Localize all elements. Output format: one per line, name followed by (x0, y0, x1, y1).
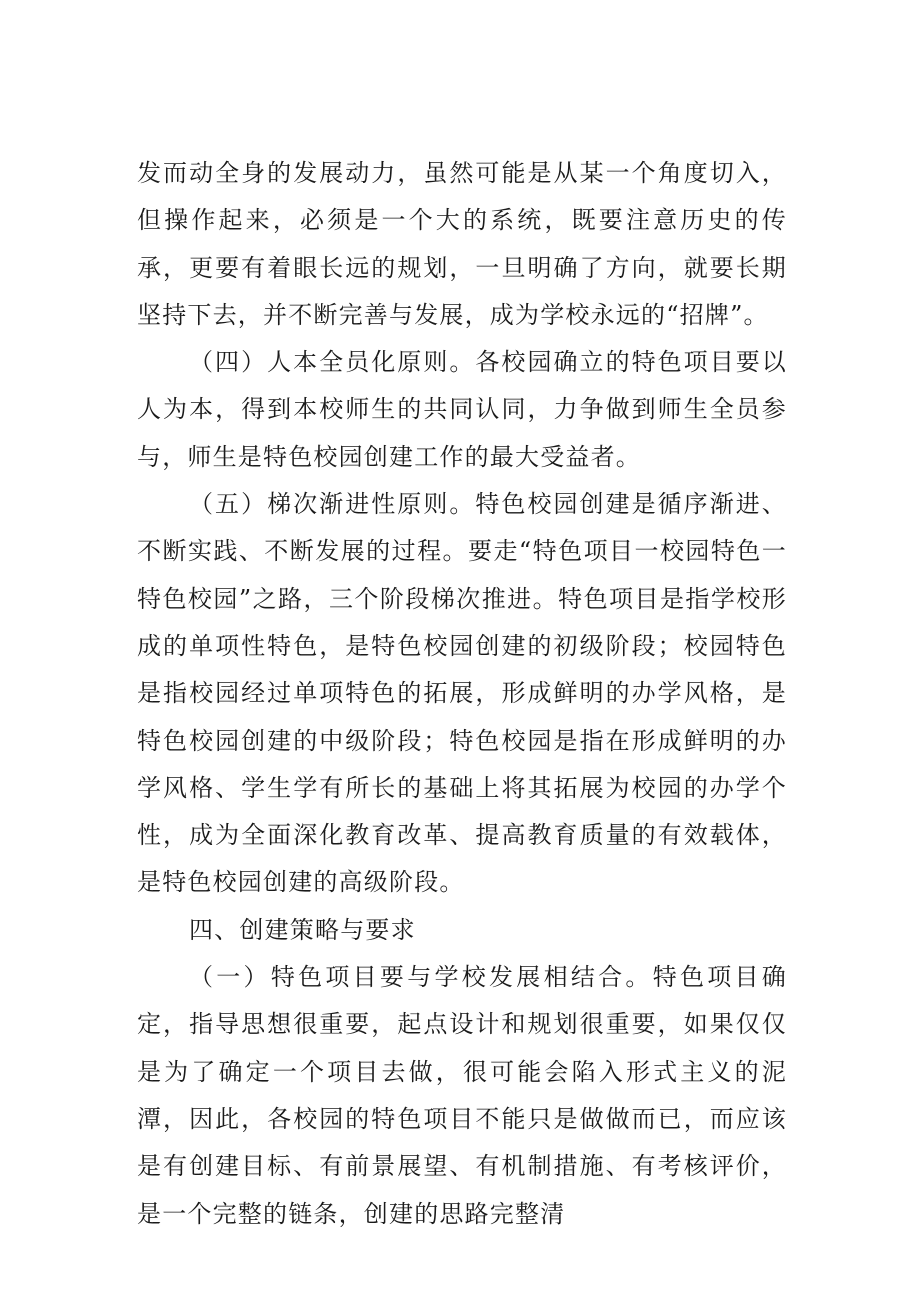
document-body (137, 150, 787, 1238)
section-heading-4: 四、创建策略与要求 (189, 915, 416, 944)
paragraph-principle-4: （四）人本全员化原则。各校园确立的特色项目要以人为本，得到本校师生的共同认同，力争做到师生全员参与，师生是特色校园创建工作的最大受益者。 (137, 348, 787, 471)
paragraph-continuation: 发而动全身的发展动力，虽然可能是从某一个角度切入，但操作起来，必须是一个大的系统，既要注意历史的传承，更要有着眼长远的规划，一旦明确了方向，就要长期坚持下去，并不断完善与发展，成为学校永远的“招牌”。 (137, 159, 787, 329)
paragraph-strategy-1: （一）特色项目要与学校发展相结合。特色项目确定，指导思想很重要，起点设计和规划很重要，如果仅仅是为了确定一个项目去做，很可能会陷入形式主义的泥潭，因此，各校园的特色项目不能只是做做而已，而应该是有创建目标、有前景展望、有机制措施、有考核评价，是一个完整的链条，创建的思路完整清 (137, 963, 787, 1228)
paragraph-principle-5: （五）梯次渐进性原则。特色校园创建是循序渐进、不断实践、不断发展的过程。要走“特色项目一校园特色一特色校园”之路，三个阶段梯次推进。特色项目是指学校形成的单项性特色，是特色校园创建的初级阶段；校园特色是指校园经过单项特色的拓展，形成鲜明的办学风格，是特色校园创建的中级阶段；特色校园是指在形成鲜明的办学风格、学生学有所长的基础上将其拓展为校园的办学个性，成为全面深化教育改革、提高教育质量的有效载体，是特色校园创建的高级阶段。 (137, 490, 787, 897)
